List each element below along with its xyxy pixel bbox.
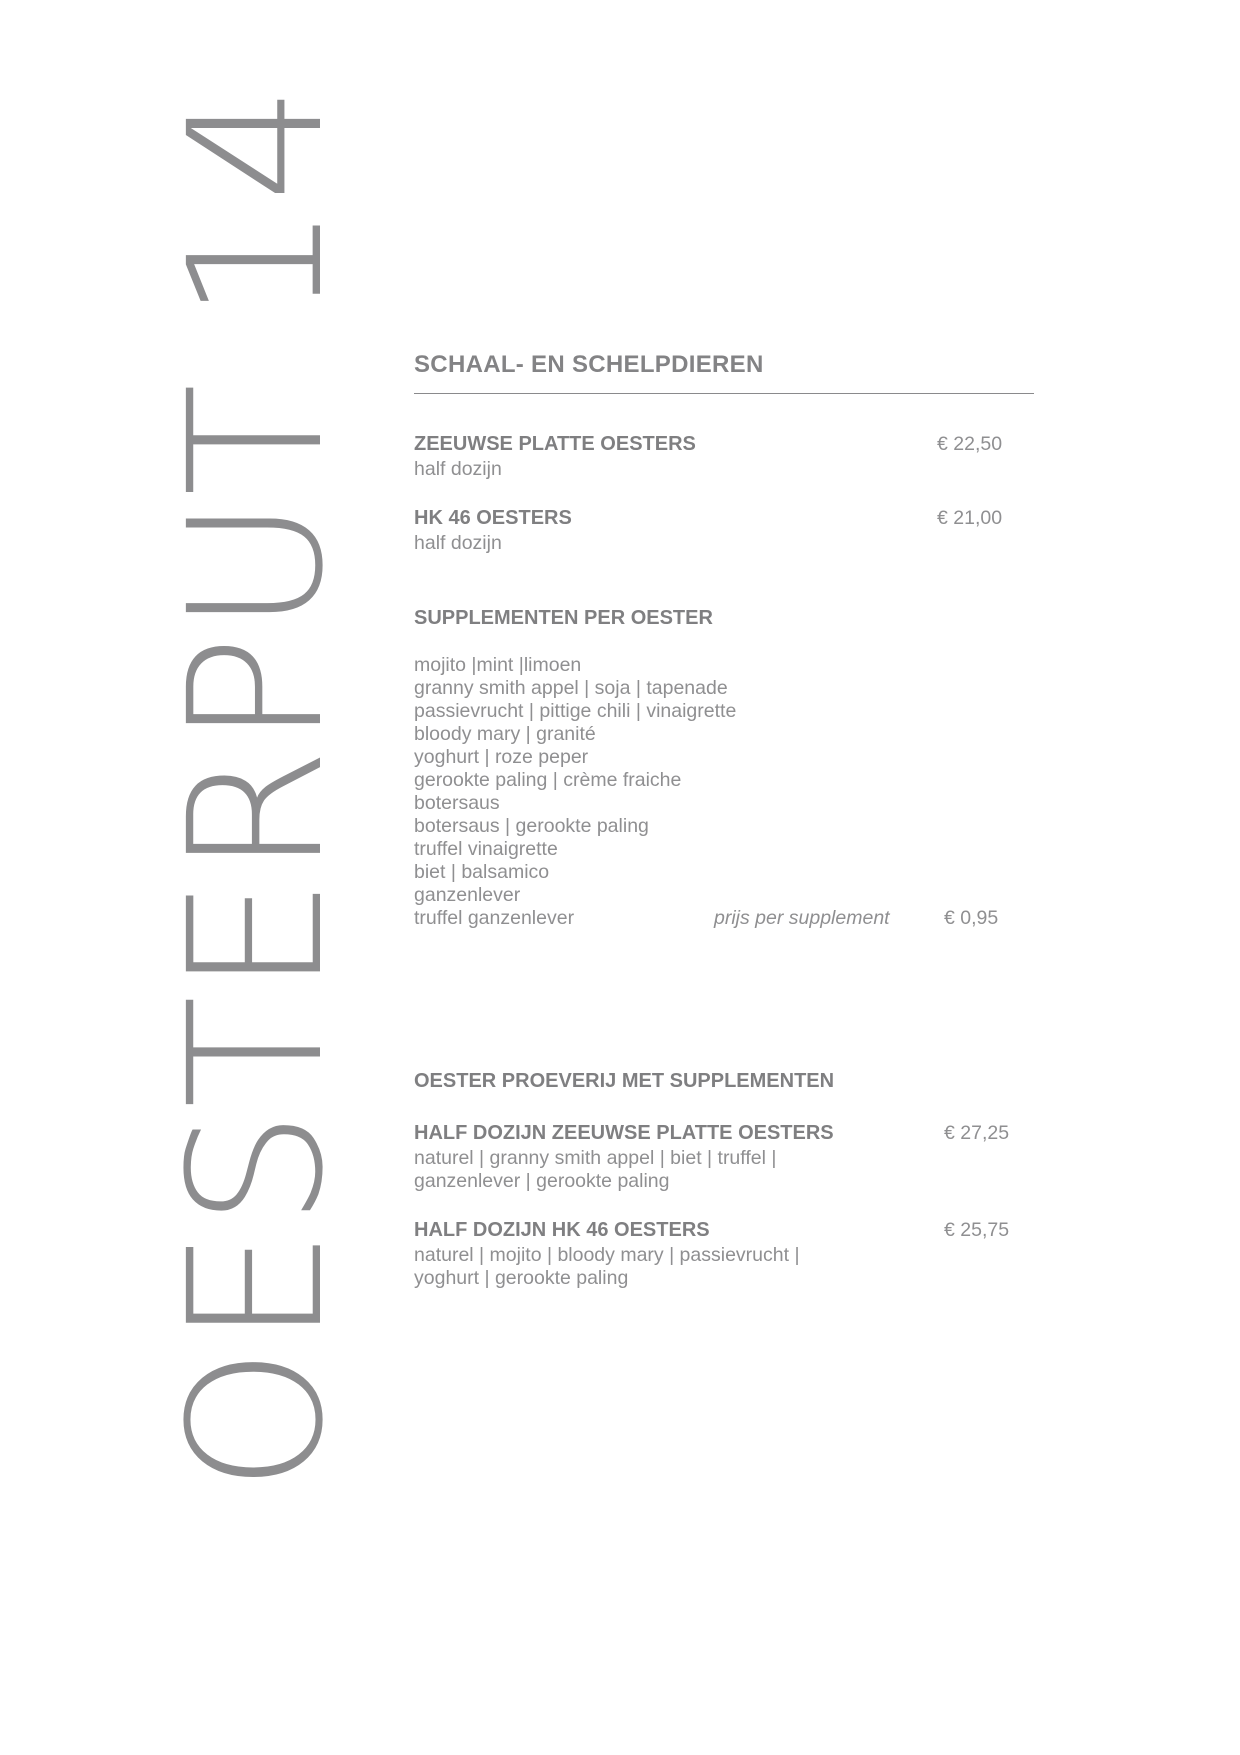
supplement-item: granny smith appel | soja | tapenade	[414, 677, 728, 699]
tasting-item-price: € 27,25	[944, 1122, 1010, 1144]
restaurant-name: OESTERPUT 14	[150, 82, 364, 1492]
supplements-list	[414, 654, 736, 930]
supplement-item: ganzenlever	[414, 884, 521, 906]
section-heading: SCHAAL- EN SCHELPDIEREN	[414, 351, 764, 378]
supplement-item: truffel ganzenlever	[414, 907, 575, 929]
tasting-heading: OESTER PROEVERIJ MET SUPPLEMENTEN	[414, 1070, 835, 1092]
tasting-item-desc: ganzenlever | gerookte paling	[414, 1170, 670, 1192]
divider	[414, 393, 1034, 394]
supplements-heading: SUPPLEMENTEN PER OESTER	[414, 607, 713, 629]
menu-item-name: ZEEUWSE PLATTE OESTERS	[414, 433, 696, 455]
menu-item-desc: half dozijn	[414, 458, 502, 480]
supplement-item: gerookte paling | crème fraiche	[414, 769, 682, 791]
supplement-price-note: prijs per supplement	[714, 907, 890, 929]
menu-item-price: € 22,50	[937, 433, 1003, 455]
menu-item-price: € 21,00	[937, 507, 1003, 529]
supplement-item: truffel vinaigrette	[414, 838, 558, 860]
menu-item-desc: half dozijn	[414, 532, 502, 554]
supplement-item: mojito |mint |limoen	[414, 654, 582, 676]
tasting-item-desc: naturel | granny smith appel | biet | truffel |	[414, 1147, 777, 1169]
supplement-item: bloody mary | granité	[414, 723, 596, 745]
supplement-item: yoghurt | roze peper	[414, 746, 589, 768]
supplement-price: € 0,95	[944, 907, 999, 929]
supplement-item: botersaus	[414, 792, 500, 814]
tasting-item-name: HALF DOZIJN ZEEUWSE PLATTE OESTERS	[414, 1122, 834, 1144]
supplement-item: biet | balsamico	[414, 861, 550, 883]
tasting-item-price: € 25,75	[944, 1219, 1010, 1241]
tasting-item-desc: yoghurt | gerookte paling	[414, 1267, 629, 1289]
menu-item-name: HK 46 OESTERS	[414, 507, 572, 529]
tasting-item-desc: naturel | mojito | bloody mary | passievrucht |	[414, 1244, 800, 1266]
supplement-item: passievrucht | pittige chili | vinaigrette	[414, 700, 737, 722]
tasting-item-name: HALF DOZIJN HK 46 OESTERS	[414, 1219, 710, 1241]
supplement-item: botersaus | gerookte paling	[414, 815, 649, 837]
